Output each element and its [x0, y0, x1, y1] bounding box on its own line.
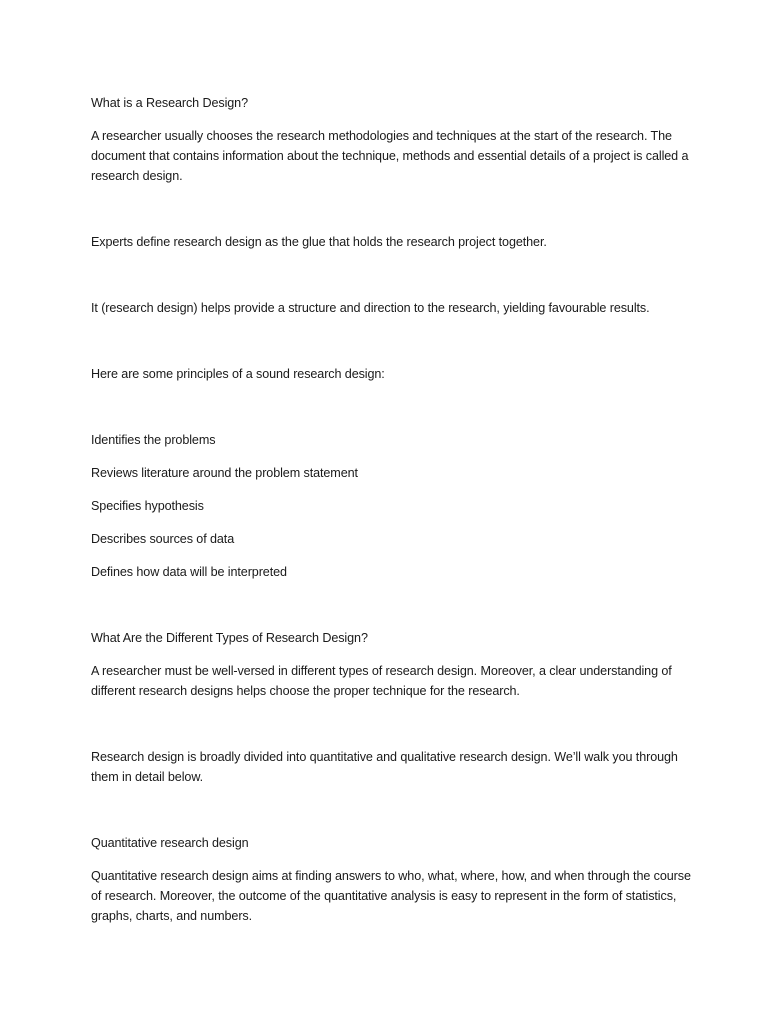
paragraph-research-design-definition: A researcher usually chooses the research methodologies and techniques at the start of the research. The document that contains information about the technique, methods and essential details of a project is called a research design. [91, 129, 689, 183]
principle-item: Describes sources of data [91, 532, 235, 546]
paragraph-broadly-divided: Research design is broadly divided into quantitative and qualitative research design. We’ll walk you through them in detail below. [91, 750, 678, 784]
principle-item: Specifies hypothesis [91, 499, 204, 513]
principle-item: Reviews literature around the problem statement [91, 466, 358, 480]
paragraph-quantitative-description: Quantitative research design aims at finding answers to who, what, where, how, and when through the course of research. Moreover, the outcome of the quantitative analysis is easy to represent in the form of statistics, graphs, charts, and numbers. [91, 869, 691, 923]
paragraph-well-versed: A researcher must be well-versed in different types of research design. Moreover, a clear understanding of different research designs helps choose the proper technique for the research. [91, 664, 672, 698]
principle-item: Defines how data will be interpreted [91, 565, 287, 579]
document-body [91, 93, 691, 926]
heading-what-is-research-design: What is a Research Design? [91, 96, 248, 110]
heading-types-of-research-design: What Are the Different Types of Research Design? [91, 631, 368, 645]
heading-quantitative-research-design: Quantitative research design [91, 836, 249, 850]
paragraph-principles-intro: Here are some principles of a sound research design: [91, 367, 385, 381]
paragraph-structure-direction: It (research design) helps provide a structure and direction to the research, yielding favourable results. [91, 301, 650, 315]
principle-item: Identifies the problems [91, 433, 216, 447]
paragraph-experts-define: Experts define research design as the glue that holds the research project together. [91, 235, 547, 249]
